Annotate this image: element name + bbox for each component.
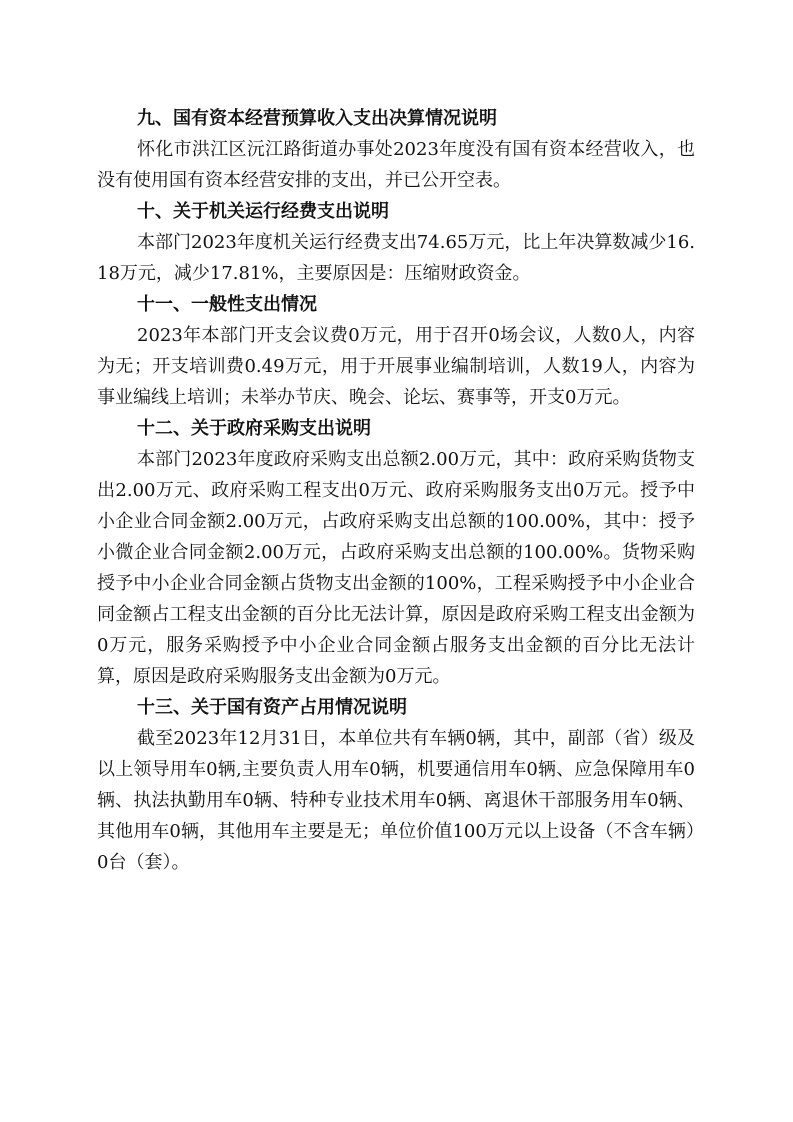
section-heading: 十三、关于国有资产占用情况说明	[137, 697, 407, 718]
section-heading: 十二、关于政府采购支出说明	[137, 418, 371, 439]
paragraph: 截至2023年12月31日，本单位共有车辆0辆，其中，副部（省）级及以上领导用车0辆,主要负责人用车0辆，机要通信用车0辆、应急保障用车0辆、执法执勤用车0辆、特种专业技术用车0辆、离退休干部服务用车0辆、其他用车0辆，其他用车主要是无；单位价值100万元以上设备（不含车辆）0台（套）。	[97, 728, 695, 873]
section-heading: 九、国有资本经营预算收入支出决算情况说明	[137, 108, 497, 129]
paragraph: 本部门2023年度机关运行经费支出74.65万元，比上年决算数减少16.18万元，减少17.81%，主要原因是：压缩财政资金。	[97, 232, 695, 284]
section-general-expenditure	[97, 289, 695, 413]
section-heading: 十一、一般性支出情况	[137, 294, 317, 315]
section-state-capital-budget	[97, 103, 695, 196]
section-state-assets	[97, 692, 695, 878]
section-government-procurement	[97, 413, 695, 692]
document-body	[97, 103, 695, 878]
paragraph: 怀化市洪江区沅江路街道办事处2023年度没有国有资本经营收入，也没有使用国有资本经营安排的支出，并已公开空表。	[97, 139, 695, 191]
section-operating-expenses	[97, 196, 695, 289]
paragraph: 2023年本部门开支会议费0万元，用于召开0场会议，人数0人，内容为无；开支培训费0.49万元，用于开展事业编制培训，人数19人，内容为事业编线上培训；未举办节庆、晚会、论坛、赛事等，开支0万元。	[97, 325, 695, 408]
section-heading: 十、关于机关运行经费支出说明	[137, 201, 389, 222]
paragraph: 本部门2023年度政府采购支出总额2.00万元，其中：政府采购货物支出2.00万元、政府采购工程支出0万元、政府采购服务支出0万元。授予中小企业合同金额2.00万元，占政府采购支出总额的100.00%，其中：授予小微企业合同金额2.00万元，占政府采购支出总额的100.00%。货物采购授予中小企业合同金额占货物支出金额的100%，工程采购授予中小企业合同金额占工程支出金额的百分比无法计算，原因是政府采购工程支出金额为0万元，服务采购授予中小企业合同金额占服务支出金额的百分比无法计算，原因是政府采购服务支出金额为0万元。	[97, 449, 695, 687]
